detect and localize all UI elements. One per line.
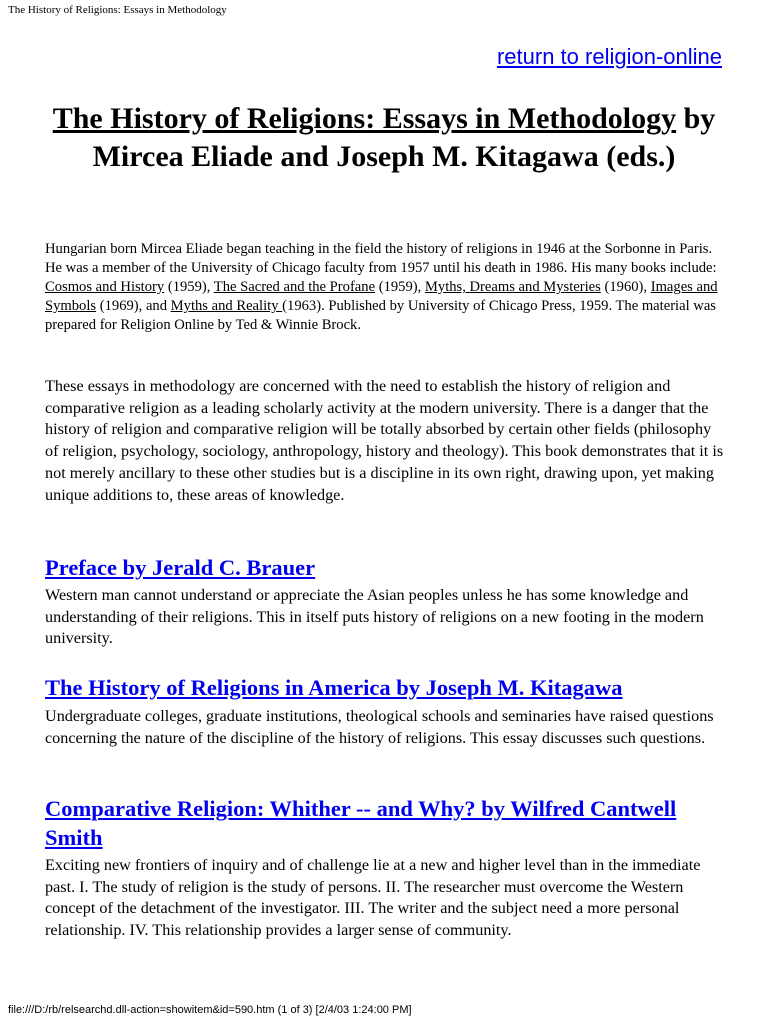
bio-text: (1959),	[375, 279, 425, 295]
essay-description: Undergraduate colleges, graduate institutions, theological schools and seminaries have raised questions concerning the nature of the discipline of the history of religions. This essay discusses such questions.	[45, 707, 714, 747]
book-title: The History of Religions: Essays in Methodology	[52, 102, 677, 135]
bio-text: (1960),	[600, 279, 651, 295]
essay-title	[45, 673, 745, 702]
bio-text: (1969), and	[96, 298, 171, 314]
essay-title	[45, 553, 745, 582]
essay-link-preface[interactable]: Preface by Jerald C. Brauer	[45, 555, 316, 580]
print-footer: file:///D:/rb/relsearchd.dll-action=showitem&id=590.htm (1 of 3) [2/4/03 1:24:00 PM]	[8, 1004, 412, 1016]
book-link-myths-dreams-mysteries[interactable]: Myths, Dreams and Mysteries	[424, 279, 601, 295]
bio-text: (1963). Published by University of Chicago Press, 1959. The material was prepared for Religion Online by Ted & Winnie Brock.	[45, 298, 716, 333]
bio-text: (1959),	[164, 279, 214, 295]
bio-text: Hungarian born Mircea Eliade began teaching in the field the history of religions in 1946 at the Sorbonne in Paris. He was a member of the University of Chicago faculty from 1957 until his death in 1986. His many books include:	[45, 241, 717, 276]
return-to-religion-online-link[interactable]: return to religion-online	[496, 44, 722, 69]
page-title	[20, 100, 748, 176]
essay-link-comparative-religion[interactable]: Comparative Religion: Whither -- and Why? by Wilfred Cantwell Smith	[45, 796, 677, 850]
print-header: The History of Religions: Essays in Methodology	[8, 4, 227, 16]
book-link-myths-and-reality[interactable]: Myths and Reality	[170, 298, 283, 314]
book-intro: These essays in methodology are concerned with the need to establish the history of religion and comparative religion as a leading scholarly activity at the modern university. There is a danger that the history of religion and comparative religion will be totally absorbed by certain other fields (philosophy of religion, psychology, sociology, anthropology, history and theology). This book demonstrates that it is not merely ancillary to these other studies but is a discipline in its own right, drawing upon, yet making unique additions to, these areas of knowledge.	[45, 377, 724, 504]
title-by: by	[676, 102, 716, 135]
essay-title	[45, 794, 725, 852]
author-bio	[45, 240, 725, 335]
book-link-cosmos-and-history[interactable]: Cosmos and History	[45, 279, 165, 295]
essay-link-history-of-religions-in-america[interactable]: The History of Religions in America by Joseph M. Kitagawa	[45, 675, 623, 700]
book-link-images-and-symbols[interactable]: Images and Symbols	[45, 279, 718, 314]
essay-description: Western man cannot understand or appreciate the Asian peoples unless he has some knowledge and understanding of their religions. This in itself puts history of religions on a new footing in the modern university.	[45, 586, 704, 648]
book-link-sacred-and-profane[interactable]: The Sacred and the Profane	[213, 279, 376, 295]
essay-description: Exciting new frontiers of inquiry and of challenge lie at a new and higher level than in the immediate past. I. The study of religion is the study of persons. II. The researcher must overcome the Western concept of the detachment of the investigator. III. The writer and the subject need a more personal relationship. IV. This relationship provides a larger sense of community.	[45, 856, 701, 940]
book-authors: Mircea Eliade and Joseph M. Kitagawa (eds.)	[92, 140, 676, 173]
